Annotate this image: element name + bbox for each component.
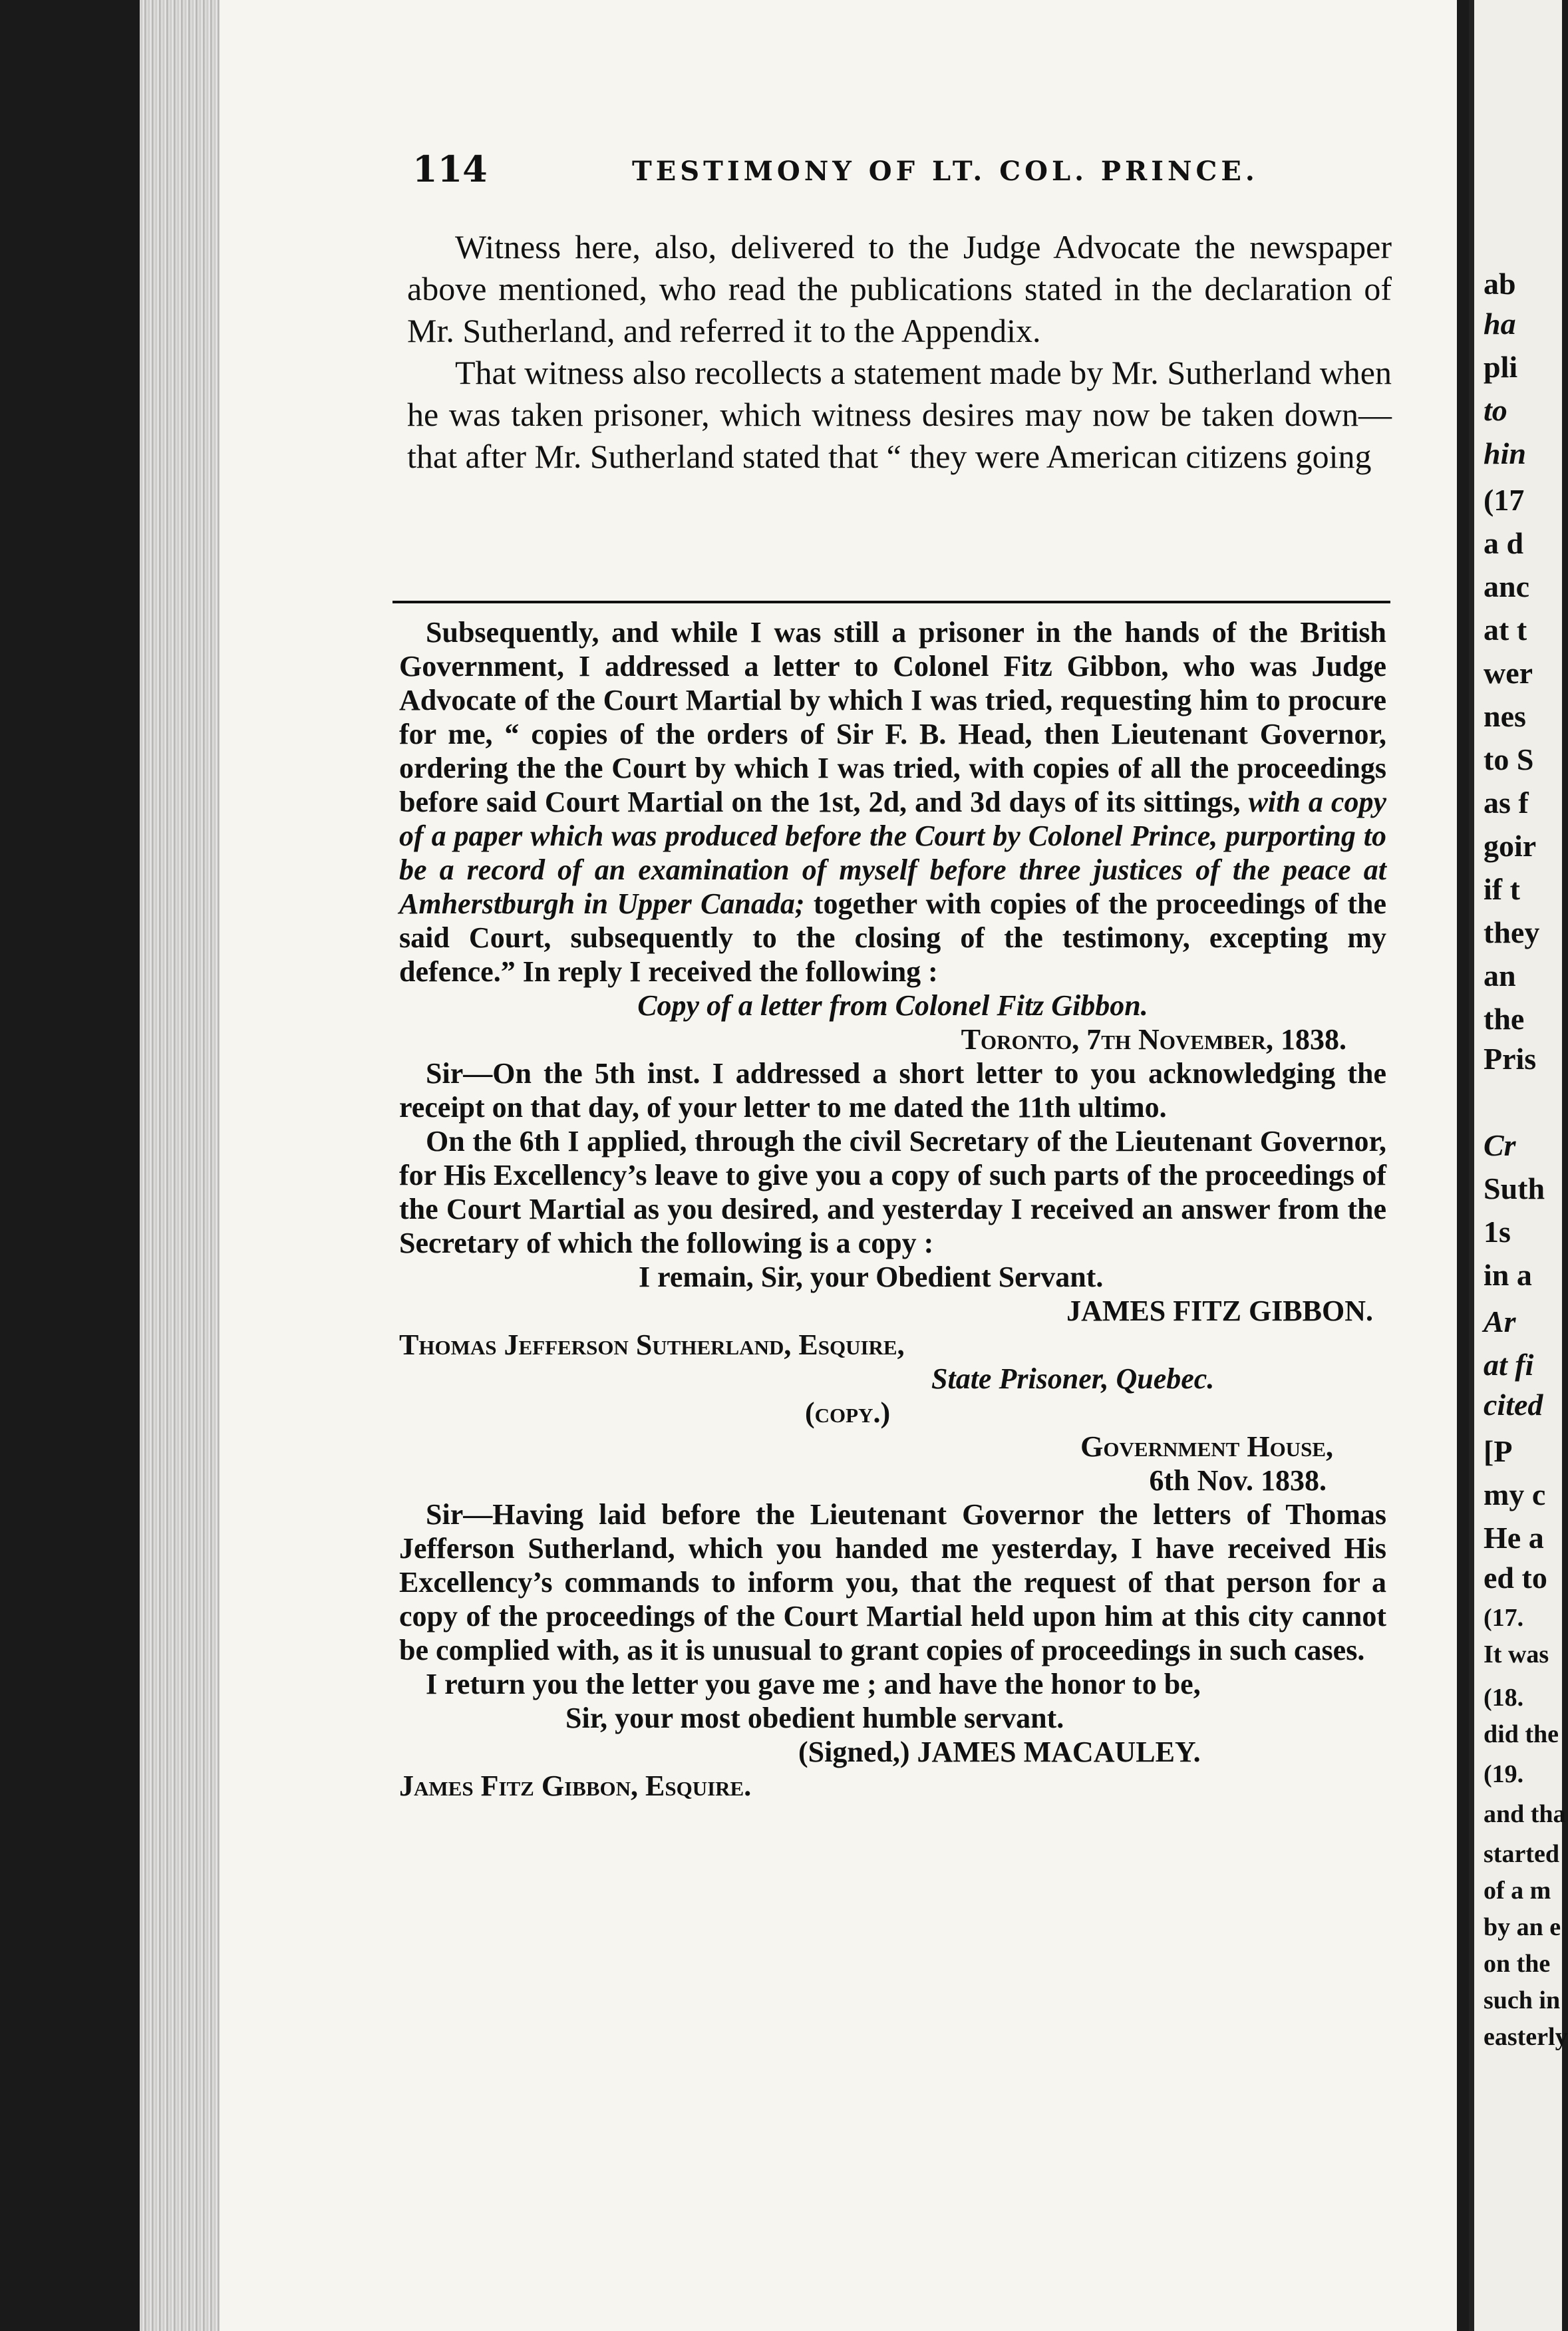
adjacent-page-fragment: pli <box>1484 350 1518 384</box>
adjacent-page-fragment: of a m <box>1484 1877 1551 1905</box>
adjacent-page-fragment: Ar <box>1484 1305 1516 1338</box>
adjacent-page <box>1469 0 1568 2331</box>
adjacent-page-fragment: by an e <box>1484 1913 1561 1941</box>
paragraph: Witness here, also, delivered to the Judge Advocate the newspaper above mentioned, who read the publications stated in the declaration of Mr. Sutherland, and referred it to the Appendix. <box>407 228 1392 349</box>
reply-paragraph: I return you the letter you gave me ; and have the honor to be, <box>426 1668 1201 1700</box>
adjacent-page-fragment: wer <box>1484 656 1533 690</box>
addressee-title: State Prisoner, Quebec. <box>931 1362 1215 1395</box>
adjacent-page-fragment: Suth <box>1484 1171 1545 1205</box>
adjacent-page-fragment: (17. <box>1484 1604 1524 1632</box>
adjacent-page-fragment: ha <box>1484 307 1516 341</box>
adjacent-page-fragment: did the <box>1484 1720 1559 1748</box>
adjacent-page-fragment: to S <box>1484 742 1534 776</box>
adjacent-page-fragment: and tha <box>1484 1800 1566 1828</box>
adjacent-page-fragment: the <box>1484 1002 1525 1036</box>
adjacent-page-fragment: It was <box>1484 1640 1549 1668</box>
reply-signature-line: (Signed,) JAMES MACAULEY. <box>798 1736 1201 1768</box>
adjacent-page-fragment: as f <box>1484 786 1529 820</box>
reply-paragraph: Sir—Having laid before the Lieutenant Governor the letters of Thomas Jefferson Sutherland, which you handed me yesterday, I have received His Excellency’s commands to inform you, that the request of that person for a copy of the proceedings of the Court Martial held upon him at this city cannot be complied with, as it is unusual to grant copies of proceedings in such cases. <box>399 1498 1386 1666</box>
signature: JAMES FITZ GIBBON. <box>1066 1295 1373 1327</box>
closing: I remain, Sir, your Obedient Servant. <box>639 1261 1104 1293</box>
footnote-intro: Subsequently, and while I was still a prisoner in the hands of the British Government, I addressed a letter to Colonel Fitz Gibbon, who was Judge Advocate of the Court Martial by which I was tried, requesting him to procure for me, “ copies of the orders of Sir F. B. Head, then Lieutenant Governor, ordering the the Court by which I was tried, with copies of all the proceedings before said Court Martial on the 1st, 2d, and 3d days of its sittings, with a copy of a paper which was produced before the Court by Colonel Prince, purporting to be a record of an examination of myself before three justices of the peace at Amherstburgh in Upper Canada; together with copies of the proceedings of the said Court, subsequently to the closing of the testimony, excepting my defence.” In reply I received the following : <box>399 616 1386 988</box>
copy-label: (copy.) <box>805 1396 891 1429</box>
adjacent-page-fragment: nes <box>1484 699 1526 733</box>
adjacent-page-fragment: hin <box>1484 436 1526 470</box>
addressee-name: Thomas Jefferson Sutherland, Esquire, <box>399 1328 905 1361</box>
government-date: 6th Nov. 1838. <box>1149 1464 1327 1497</box>
adjacent-page-fragment: easterly <box>1484 2023 1568 2051</box>
adjacent-page-fragment: a d <box>1484 526 1524 560</box>
running-head: TESTIMONY OF LT. COL. PRINCE. <box>632 156 1259 187</box>
adjacent-page-fragment: ab <box>1484 267 1516 301</box>
page-header <box>412 148 1410 194</box>
adjacent-page-fragment: they <box>1484 915 1540 949</box>
adjacent-page-fragment: at fi <box>1484 1348 1534 1382</box>
adjacent-page-fragment: started <box>1484 1840 1559 1868</box>
adjacent-page-fragment: cited <box>1484 1388 1543 1422</box>
adjacent-page-fragment: Cr <box>1484 1128 1516 1162</box>
paragraph: That witness also recollects a statement made by Mr. Sutherland when he was taken prisoner, which witness desires may now be taken down—that after Mr. Sutherland stated that “ they were American citizens going <box>407 354 1392 475</box>
government-house: Government House, <box>1080 1430 1333 1463</box>
adjacent-page-fragment: 1s <box>1484 1215 1511 1249</box>
adjacent-page-fragment: to <box>1484 393 1507 427</box>
adjacent-page-fragment: at t <box>1484 613 1527 647</box>
dateline: Toronto, 7th November, 1838. <box>961 1023 1346 1056</box>
adjacent-page-fragment: [P <box>1484 1434 1513 1468</box>
page-number: 114 <box>412 148 488 190</box>
adjacent-page-fragment: if t <box>1484 872 1520 906</box>
adjacent-page-fragment: an <box>1484 959 1516 993</box>
adjacent-page-fragment: (18. <box>1484 1684 1524 1712</box>
footnote-rule <box>392 601 1390 603</box>
adjacent-page-fragment: on the <box>1484 1950 1551 1978</box>
adjacent-page-fragment: such in <box>1484 1986 1561 2014</box>
adjacent-page-fragment: He a <box>1484 1521 1544 1555</box>
letter-paragraph: On the 6th I applied, through the civil Secretary of the Lieutenant Governor, for His Excellency’s leave to give you a copy of such parts of the proceedings of the Court Martial as you desired, and yesterday I received an answer from the Secretary of which the following is a copy : <box>399 1125 1386 1259</box>
adjacent-page-fragment: anc <box>1484 569 1529 603</box>
adjacent-page-fragment: (17 <box>1484 483 1525 517</box>
letter-heading: Copy of a letter from Colonel Fitz Gibbon. <box>637 989 1148 1022</box>
reply-addressee: James Fitz Gibbon, Esquire. <box>399 1770 752 1802</box>
adjacent-page-fragment: in a <box>1484 1258 1532 1292</box>
adjacent-page-fragment: ed to <box>1484 1561 1547 1595</box>
adjacent-page-fragment: (19. <box>1484 1760 1524 1788</box>
footnote <box>399 615 1386 1803</box>
page-edges <box>140 0 220 2331</box>
adjacent-page-fragment: Pris <box>1484 1042 1537 1076</box>
adjacent-page-fragment: my c <box>1484 1477 1546 1511</box>
letter-paragraph: Sir—On the 5th inst. I addressed a short letter to you acknowledging the receipt on that day, of your letter to me dated the 11th ultimo. <box>399 1057 1386 1124</box>
main-text <box>407 226 1392 478</box>
adjacent-page-fragment: goir <box>1484 829 1537 863</box>
reply-closing: Sir, your most obedient humble servant. <box>565 1702 1064 1734</box>
